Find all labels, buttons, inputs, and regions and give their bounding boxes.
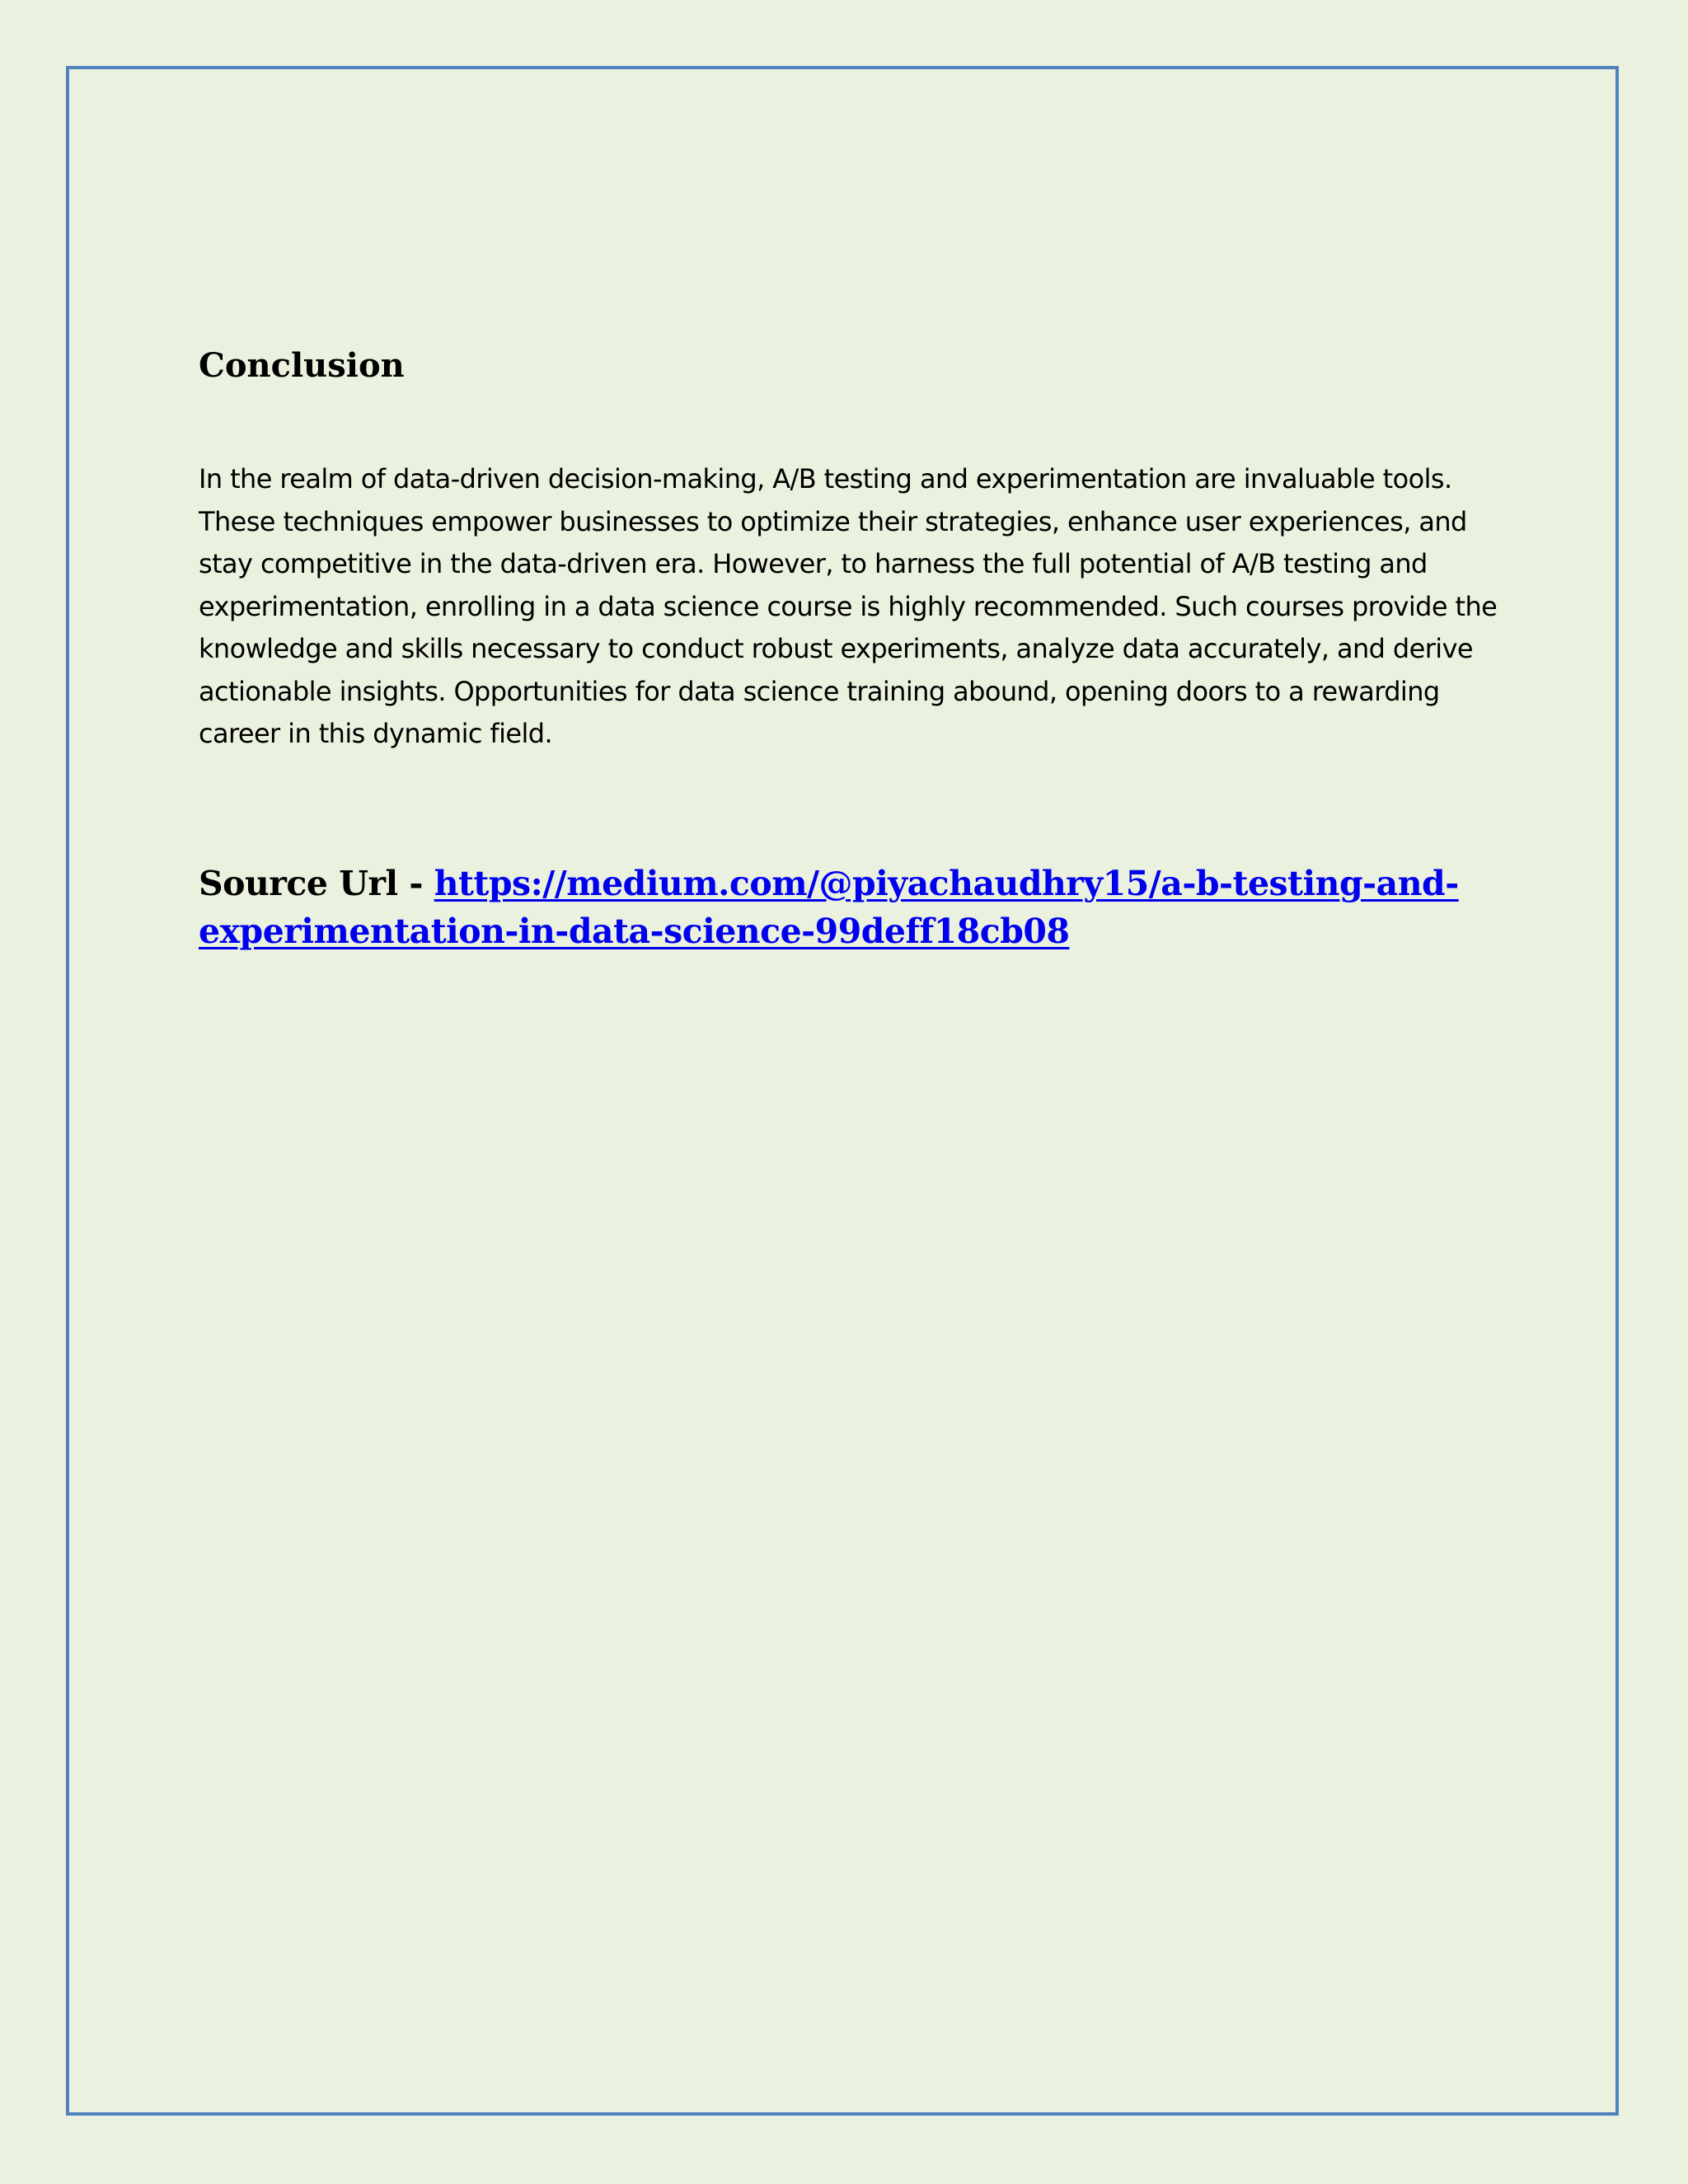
source-label: Source Url - xyxy=(199,863,434,903)
source-url-link[interactable]: https://medium.com/@piyachaudhry15/a-b-testing-and-experimentation-in-data-science-99deff18cb08 xyxy=(199,863,1459,951)
section-heading: Conclusion xyxy=(199,346,405,385)
source-line xyxy=(199,860,1501,955)
conclusion-paragraph: In the realm of data-driven decision-making, A/B testing and experimentation are invaluable tools. These techniques empower businesses to optimize their strategies, enhance user experiences, and stay competitive in the data-driven era. However, to harness the full potential of A/B testing and experimentation, enrolling in a data science course is highly recommended. Such courses provide the knowledge and skills necessary to conduct robust experiments, analyze data accurately, and derive actionable insights. Opportunities for data science training abound, opening doors to a rewarding career in this dynamic field. xyxy=(199,463,1498,749)
page-content xyxy=(199,346,1501,955)
